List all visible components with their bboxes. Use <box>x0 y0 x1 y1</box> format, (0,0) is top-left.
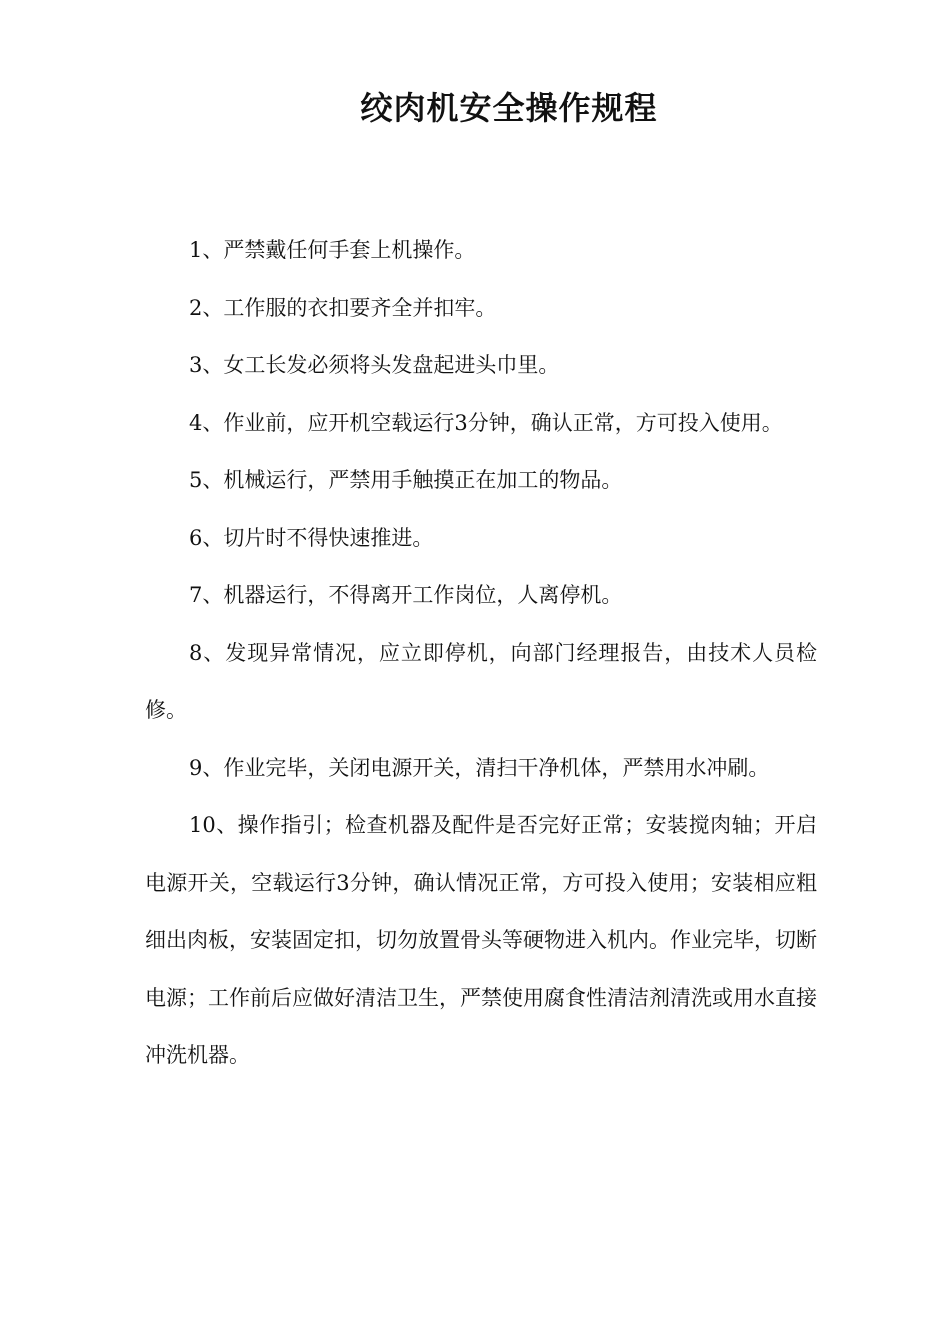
rule-item-8: 8、发现异常情况，应立即停机，向部门经理报告，由技术人员检修。 <box>145 640 817 722</box>
document-title: 绞肉机安全操作规程 <box>360 89 658 127</box>
rule-item-9: 9、作业完毕，关闭电源开关，清扫干净机体，严禁用水冲刷。 <box>189 755 770 780</box>
document-body <box>145 222 817 1085</box>
rule-item-1: 1、严禁戴任何手套上机操作。 <box>189 238 476 262</box>
rule-item-2: 2、工作服的衣扣要齐全并扣牢。 <box>189 295 497 320</box>
rule-item-6: 6、切片时不得快速推进。 <box>189 525 434 550</box>
rule-item-7: 7、机器运行，不得离开工作岗位，人离停机。 <box>189 583 623 607</box>
rule-item-3: 3、女工长发必须将头发盘起进头巾里。 <box>189 353 560 377</box>
rule-item-10: 10、操作指引；检查机器及配件是否完好正常；安装搅肉轴；开启电源开关，空载运行3分钟，确认情况正常，方可投入使用；安装相应粗细出肉板，安装固定扣，切勿放置骨头等硬物进入机内。作业完毕，切断电源；工作前后应做好清洁卫生，严禁使用腐食性清洁剂清洗或用水直接冲洗机器。 <box>145 813 817 1067</box>
rule-item-5: 5、机械运行，严禁用手触摸正在加工的物品。 <box>189 468 623 492</box>
rule-item-4: 4、作业前，应开机空载运行3分钟，确认正常，方可投入使用。 <box>189 410 783 435</box>
